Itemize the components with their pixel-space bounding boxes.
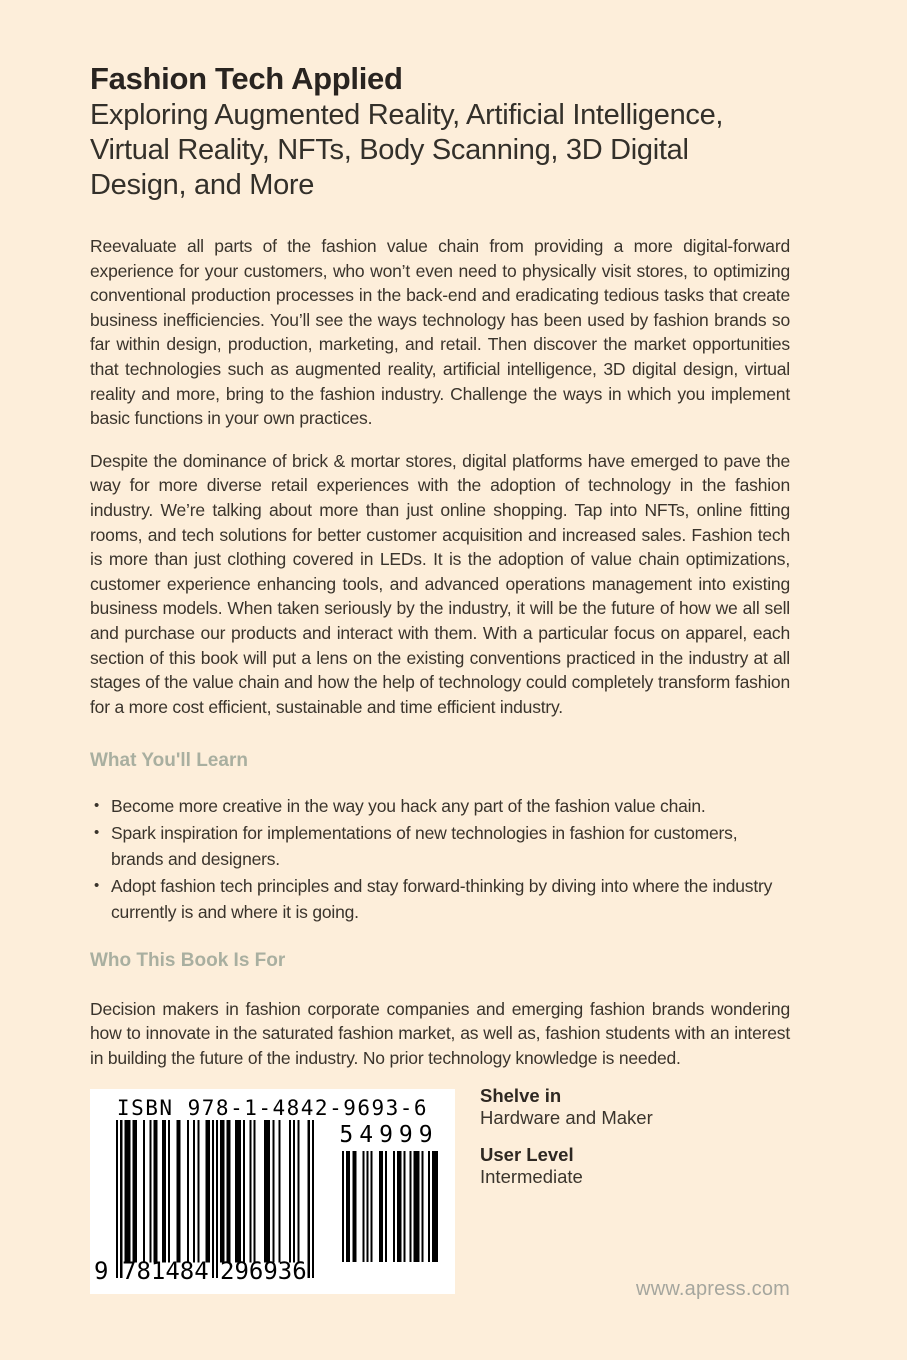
user-level-label: User Level: [480, 1144, 574, 1165]
barcode-human-readable: [94, 1257, 451, 1287]
list-item: [90, 820, 790, 873]
book-title: Fashion Tech Applied: [90, 61, 403, 96]
learn-bullet-list: [90, 793, 790, 926]
barcode-digit-group-2: 296936: [220, 1257, 307, 1285]
barcode-digit-group-1: 781484: [122, 1257, 209, 1285]
shelving-metadata: [480, 1085, 653, 1187]
ean5-barcode: [340, 1151, 438, 1262]
ean13-barcode: [116, 1120, 314, 1278]
bullet-text: Become more creative in the way you hack any part of the fashion value chain.: [111, 796, 706, 817]
cover-content: [90, 60, 790, 1071]
audience-paragraph: Decision makers in fashion corporate companies and emerging fashion brands wondering how to innovate in the saturated fashion market, as well as, fashion students with an interest in building the future of the industry. No prior technology knowledge is needed.: [90, 998, 790, 1068]
user-level-block: [480, 1144, 653, 1187]
bullet-text: Adopt fashion tech principles and stay forward-thinking by diving into where the industry currently is and where it is going.: [111, 875, 773, 923]
bullet-text: Spark inspiration for implementations of new technologies in fashion for customers, brands and designers.: [111, 822, 738, 870]
price-supplement-digits: 54999: [339, 1122, 439, 1148]
barcode-digit-lead: 9: [94, 1257, 109, 1285]
list-item: [90, 793, 790, 820]
user-level-value: Intermediate: [480, 1165, 583, 1187]
description-paragraph-1: Reevaluate all parts of the fashion value chain from providing a more digital-forward experience for your customers, who won’t even need to physically visit stores, to optimizing conventional production processes in the back-end and eradicating tedious tasks that create business inefficiencies. You’ll see the ways technology has been used by fashion brands so far within design, production, marketing, and retail. Then discover the market opportunities that technologies such as augmented reality, artificial intelligence, 3D digital design, virtual reality and more, bring to the fashion industry. Challenge the ways in which you implement basic functions in your own practices.: [90, 236, 790, 429]
what-youll-learn-heading: What You'll Learn: [90, 750, 248, 772]
isbn-number-label: ISBN 978-1-4842-9693-6: [116, 1096, 429, 1120]
shelve-in-block: [480, 1085, 653, 1128]
description-paragraph-2: Despite the dominance of brick & mortar stores, digital platforms have emerged to pave the way for more diverse retail experiences with the adoption of technology in the fashion industry. We’re talking about more than just online shopping. Tap into NFTs, online fitting rooms, and tech solutions for better customer acquisition and increased sales. Fashion tech is more than just clothing covered in LEDs. It is the adoption of value chain optimizations, customer experience enhancing tools, and advanced operations management into existing business models. When taken seriously by the industry, it will be the future of how we all sell and purchase our products and interact with them. With a particular focus on apparel, each section of this book will put a lens on the existing conventions practiced in the industry at all stages of the value chain and how the help of technology could completely transform fashion for a more cost efficient, sustainable and time efficient industry.: [90, 450, 790, 717]
publisher-website: www.apress.com: [636, 1278, 790, 1300]
isbn-barcode-panel: [90, 1089, 455, 1294]
shelve-in-label: Shelve in: [480, 1085, 562, 1106]
list-item: [90, 873, 790, 926]
shelve-in-value: Hardware and Maker: [480, 1106, 653, 1128]
book-subtitle: Exploring Augmented Reality, Artificial Intelligence, Virtual Reality, NFTs, Body Scanning, 3D Digital Design, and More: [90, 99, 724, 201]
who-this-book-is-for-heading: Who This Book Is For: [90, 949, 286, 971]
